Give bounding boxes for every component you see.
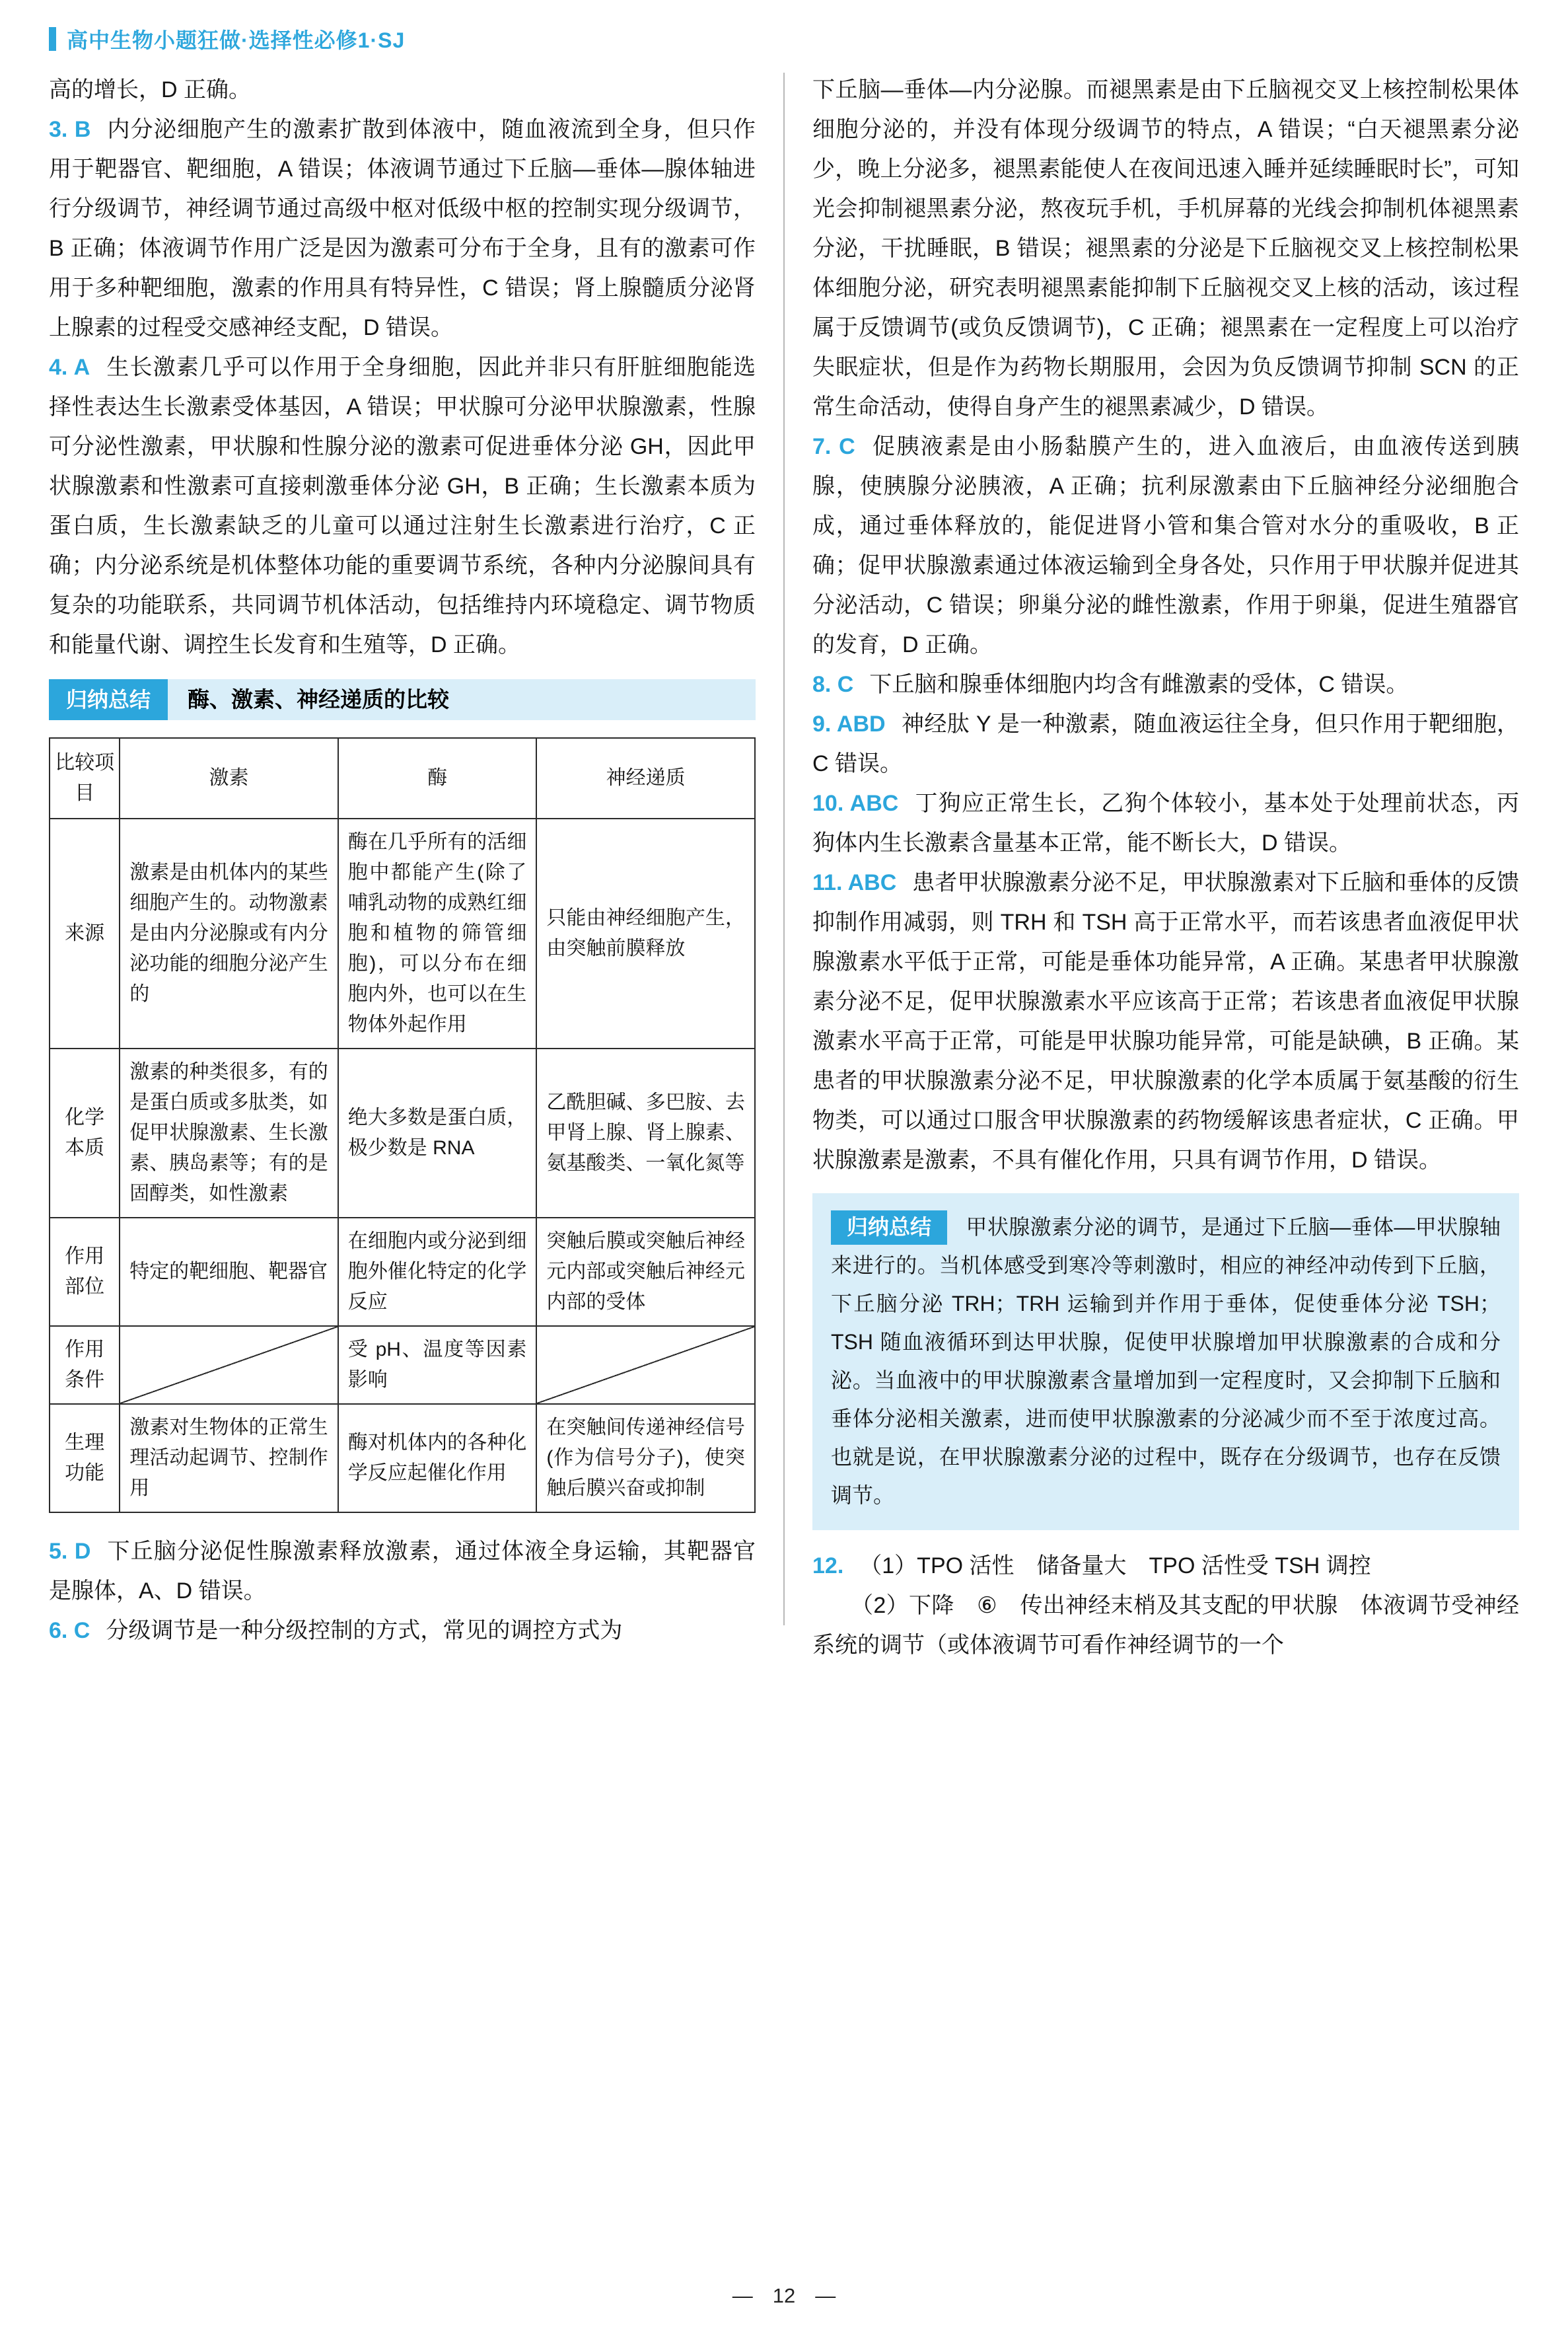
- cell-chemical-hormone: 激素的种类很多，有的是蛋白质或多肽类，如促甲状腺激素、生长激素、胰岛素等；有的是固醇类，如性激素: [120, 1049, 338, 1218]
- question-12-label: 12.: [812, 1553, 844, 1578]
- header-accent-bar: [49, 27, 56, 51]
- row-label-physiological-function: 生理功能: [50, 1404, 120, 1512]
- cell-condition-neurotransmitter-blank: [536, 1326, 755, 1404]
- summary-strip: [49, 679, 756, 720]
- question-8: [812, 665, 1519, 704]
- table-header-hormone: 激素: [120, 738, 338, 819]
- comparison-table: [49, 737, 756, 1513]
- page-footer: [0, 2284, 1568, 2308]
- left-column: [49, 70, 756, 1665]
- cell-chemical-enzyme: 绝大多数是蛋白质，极少数是 RNA: [338, 1049, 537, 1218]
- row-label-action-site: 作用部位: [50, 1218, 120, 1326]
- cell-condition-enzyme: 受 pH、温度等因素影响: [338, 1326, 537, 1404]
- cell-function-enzyme: 酶对机体内的各种化学反应起催化作用: [338, 1404, 537, 1512]
- question-7-text: 促胰液素是由小肠黏膜产生的，进入血液后，由血液传送到胰腺，使胰腺分泌胰液，A 正确；抗利尿激素由下丘脑神经分泌细胞合成，通过垂体释放的，能促进肾小管和集合管对水分的重吸收，B 正确；促甲状腺激素通过体液运输到全身各处，只作用于甲状腺并促进其分泌活动，C 错误；卵巢分泌的雌性激素，作用于卵巢，促进生殖器官的发育，D 正确。: [812, 434, 1519, 657]
- summary-box-text: 甲状腺激素分泌的调节，是通过下丘脑—垂体—甲状腺轴来进行的。当机体感受到寒冷等刺激时，相应的神经冲动传到下丘脑，下丘脑分泌 TRH；TRH 运输到并作用于垂体，促使垂体分泌 TSH；TSH 随血液循环到达甲状腺，促使甲状腺增加甲状腺激素的合成和分泌。当血液中的甲状腺激素含量增加到一定程度时，又会抑制下丘脑和垂体分泌相关激素，进而使甲状腺激素的分泌减少而不至于浓度过高。也就是说，在甲状腺激素分泌的过程中，既存在分级调节，也存在反馈调节。: [831, 1215, 1501, 1507]
- table-row-chemical-nature: [50, 1049, 755, 1218]
- question-4-text: 生长激素几乎可以作用于全身细胞，因此并非只有肝脏细胞能选择性表达生长激素受体基因，A 错误；甲状腺可分泌甲状腺激素，性腺可分泌性激素，甲状腺和性腺分泌的激素可促进垂体分泌 GH，因此甲状腺激素和性激素可直接刺激垂体分泌 GH，B 正确；生长激素本质为蛋白质，生长激素缺乏的儿童可以通过注射生长激素进行治疗，C 正确；内分泌系统是机体整体功能的重要调节系统，各种内分泌腺间具有复杂的功能联系，共同调节机体活动，包括维持内环境稳定、调节物质和能量代谢、调控生长发育和生殖等，D 正确。: [49, 355, 756, 657]
- summary-box: [812, 1193, 1519, 1530]
- footer-dash-left: —: [732, 2284, 753, 2307]
- question-5: [49, 1532, 756, 1611]
- cell-condition-hormone-blank: [120, 1326, 338, 1404]
- table-header-row: [50, 738, 755, 819]
- question-6-continuation: 下丘脑—垂体—内分泌腺。而褪黑素是由下丘脑视交叉上核控制松果体细胞分泌的，并没有体现分级调节的特点，A 错误；“白天褪黑素分泌少，晚上分泌多，褪黑素能使人在夜间迅速入睡并延续睡眠时长”，可知光会抑制褪黑素分泌，熬夜玩手机，手机屏幕的光线会抑制机体褪黑素分泌，干扰睡眠，B 错误；褪黑素的分泌是下丘脑视交叉上核控制松果体细胞分泌，研究表明褪黑素能抑制下丘脑视交叉上核的活动，该过程属于反馈调节(或负反馈调节)，C 正确；褪黑素在一定程度上可以治疗失眠症状，但是作为药物长期服用，会因为负反馈调节抑制 SCN 的正常生命活动，使得自身产生的褪黑素减少，D 错误。: [812, 77, 1519, 420]
- question-6-text: 分级调节是一种分级控制的方式，常见的调控方式为: [106, 1618, 623, 1643]
- column-divider: [783, 73, 785, 1625]
- question-12-part1: [812, 1546, 1519, 1586]
- question-3-label: 3. B: [49, 117, 91, 142]
- question-8-text: 下丘脑和腺垂体细胞内均含有雌激素的受体，C 错误。: [869, 672, 1409, 697]
- question-12-part1-text: （1）TPO 活性 储备量大 TPO 活性受 TSH 调控: [859, 1553, 1371, 1578]
- question-8-label: 8. C: [812, 672, 854, 697]
- summary-title: 酶、激素、神经递质的比较: [188, 687, 450, 712]
- question-3: [49, 110, 756, 348]
- footer-dash-right: —: [815, 2284, 836, 2307]
- question-9: [812, 704, 1519, 784]
- cell-function-hormone: 激素对生物体的正常生理活动起调节、控制作用: [120, 1404, 338, 1512]
- summary-box-badge: 归纳总结: [831, 1210, 947, 1245]
- footer-page-number: 12: [772, 2284, 796, 2307]
- question-10-label: 10. ABC: [812, 791, 899, 816]
- table-row-action-condition: [50, 1326, 755, 1404]
- question-11-text: 患者甲状腺激素分泌不足，甲状腺激素对下丘脑和垂体的反馈抑制作用减弱，则 TRH 和 TSH 高于正常水平，而若该患者血液促甲状腺激素水平低于正常，可能是垂体功能异常，A 正确。某患者甲状腺激素分泌不足，促甲状腺激素水平应该高于正常；若该患者血液促甲状腺激素水平高于正常，可能是甲状腺功能异常，可能是缺碘，B 正确。某患者的甲状腺激素分泌不足，甲状腺激素的化学本质属于氨基酸的衍生物类，可以通过口服含甲状腺激素的药物缓解该患者症状，C 正确。甲状腺激素是激素，不具有催化作用，只具有调节作用，D 错误。: [812, 870, 1520, 1173]
- header-title: 高中生物小题狂做·选择性必修1·SJ: [67, 28, 406, 52]
- table-header-neurotransmitter: 神经递质: [536, 738, 755, 819]
- cell-source-enzyme: 酶在几乎所有的活细胞中都能产生(除了哺乳动物的成熟红细胞和植物的筛管细胞)，可以分布在细胞内外，也可以在生物体外起作用: [338, 819, 537, 1049]
- table-header-enzyme: 酶: [338, 738, 537, 819]
- question-10: [812, 784, 1519, 863]
- cell-source-neurotransmitter: 只能由神经细胞产生，由突触前膜释放: [536, 819, 755, 1049]
- cell-chemical-neurotransmitter: 乙酰胆碱、多巴胺、去甲肾上腺、肾上腺素、氨基酸类、一氧化氮等: [536, 1049, 755, 1218]
- answer-fragment: 高的增长，D 正确。: [49, 77, 251, 102]
- table-header-compare-item: 比较项目: [50, 738, 120, 819]
- summary-badge: 归纳总结: [49, 679, 168, 720]
- question-4-label: 4. A: [49, 355, 90, 380]
- question-6: [49, 1611, 756, 1650]
- table-row-source: [50, 819, 755, 1049]
- question-9-text: 神经肽 Y 是一种激素，随血液运往全身，但只作用于靶细胞，C 错误。: [812, 712, 1519, 776]
- row-label-source: 来源: [50, 819, 120, 1049]
- question-11: [812, 863, 1519, 1180]
- question-10-text: 丁狗应正常生长，乙狗个体较小，基本处于处理前状态，丙狗体内生长激素含量基本正常，能不断长大，D 错误。: [812, 791, 1519, 856]
- page-header: [49, 24, 1519, 54]
- question-4: [49, 348, 756, 665]
- cell-function-neurotransmitter: 在突触间传递神经信号(作为信号分子)，使突触后膜兴奋或抑制: [536, 1404, 755, 1512]
- row-label-action-condition: 作用条件: [50, 1326, 120, 1404]
- cell-site-enzyme: 在细胞内或分泌到细胞外催化特定的化学反应: [338, 1218, 537, 1326]
- question-6-label: 6. C: [49, 1618, 90, 1643]
- question-11-label: 11. ABC: [812, 870, 897, 895]
- cell-source-hormone: 激素是由机体内的某些细胞产生的。动物激素是由内分泌腺或有内分泌功能的细胞分泌产生的: [120, 819, 338, 1049]
- question-12-part2: （2）下降 ⑥ 传出神经末梢及其支配的甲状腺 体液调节受神经系统的调节（或体液调节可看作神经调节的一个: [812, 1593, 1519, 1658]
- question-7-label: 7. C: [812, 434, 855, 459]
- question-7: [812, 427, 1519, 665]
- question-9-label: 9. ABD: [812, 712, 886, 737]
- cell-site-neurotransmitter: 突触后膜或突触后神经元内部或突触后神经元内部的受体: [536, 1218, 755, 1326]
- table-row-physiological-function: [50, 1404, 755, 1512]
- cell-site-hormone: 特定的靶细胞、靶器官: [120, 1218, 338, 1326]
- table-row-action-site: [50, 1218, 755, 1326]
- question-5-label: 5. D: [49, 1539, 91, 1564]
- question-3-text: 内分泌细胞产生的激素扩散到体液中，随血液流到全身，但只作用于靶器官、靶细胞，A 错误；体液调节通过下丘脑—垂体—腺体轴进行分级调节，神经调节通过高级中枢对低级中枢的控制实现分级调节，B 正确；体液调节作用广泛是因为激素可分布于全身，且有的激素可作用于多种靶细胞，激素的作用具有特异性，C 错误；肾上腺髓质分泌肾上腺素的过程受交感神经支配，D 错误。: [49, 117, 756, 340]
- two-column-layout: [49, 70, 1519, 1665]
- row-label-chemical-nature: 化学本质: [50, 1049, 120, 1218]
- right-column: [812, 70, 1519, 1665]
- question-5-text: 下丘脑分泌促性腺激素释放激素，通过体液全身运输，其靶器官是腺体，A、D 错误。: [49, 1539, 756, 1604]
